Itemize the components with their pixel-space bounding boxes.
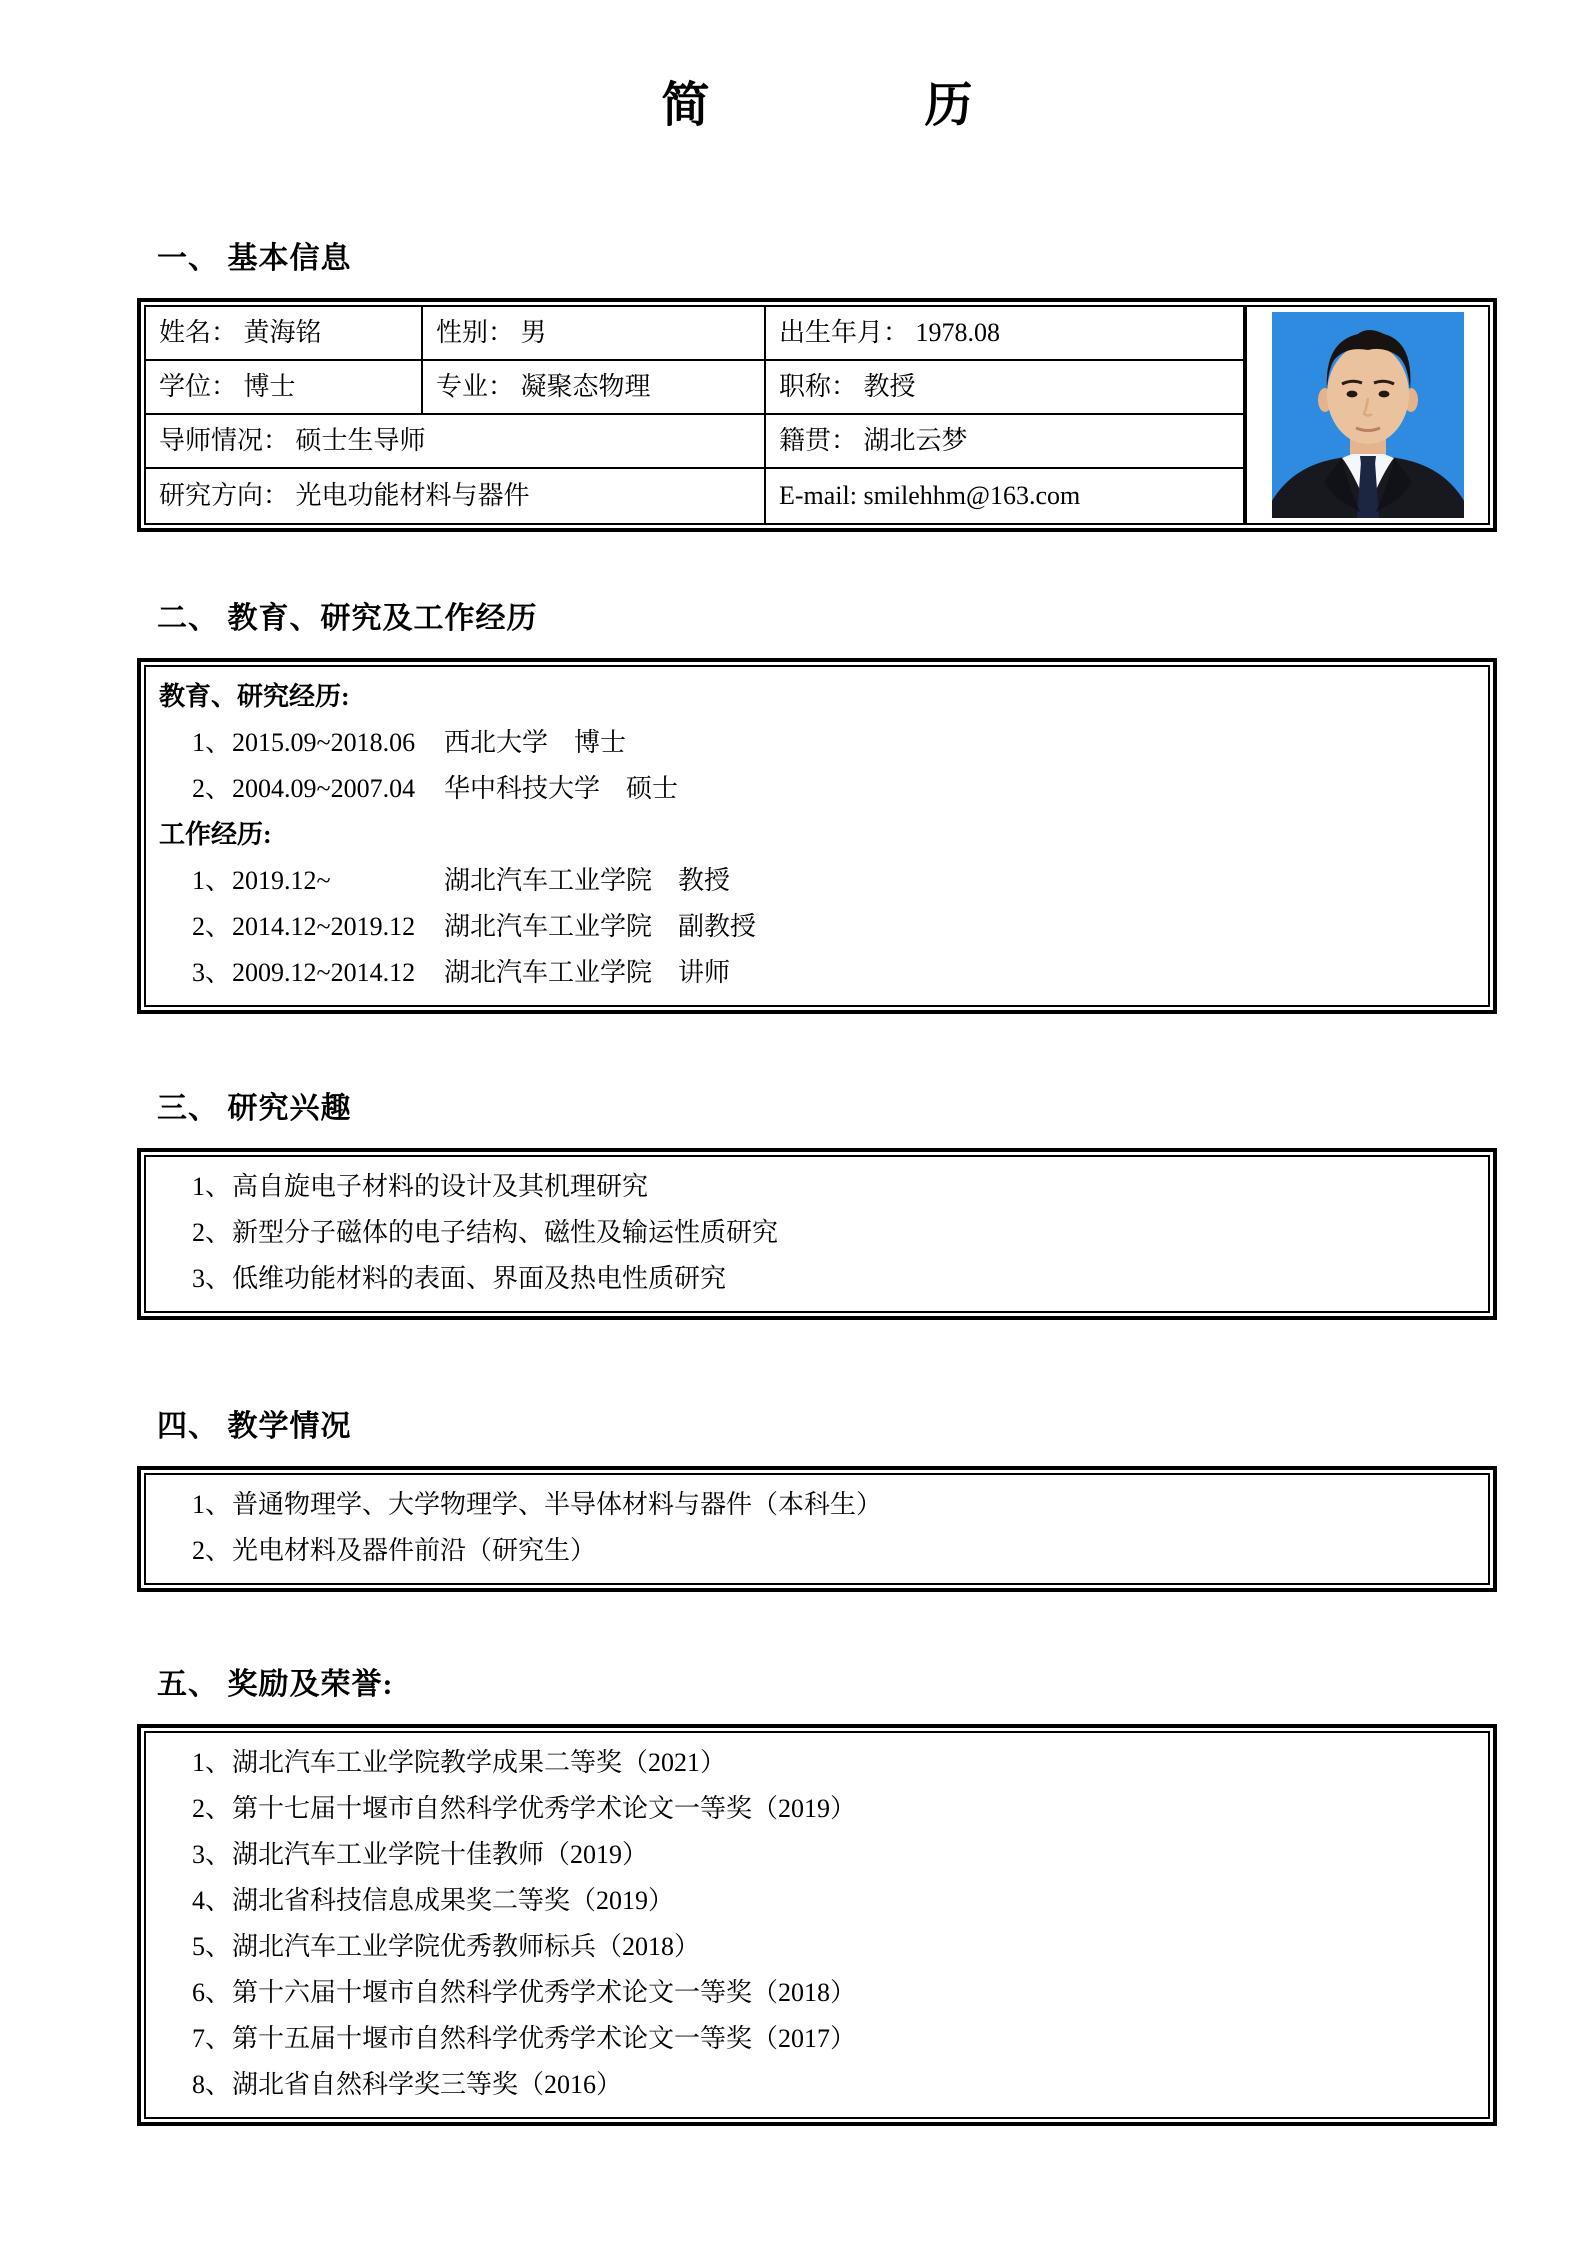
title-char-1: 简	[661, 79, 710, 132]
experience-box	[137, 658, 1497, 1014]
item-num: 4、	[192, 1886, 232, 1915]
item-num: 3、	[192, 1840, 232, 1869]
item-num: 1、	[192, 1172, 232, 1201]
item-text: 湖北省科技信息成果奖二等奖（2019）	[232, 1886, 675, 1915]
item-role: 教授	[678, 866, 731, 895]
item-num: 3、	[192, 1264, 232, 1293]
work-item	[159, 904, 1470, 950]
item-num: 2、	[192, 1536, 232, 1565]
item-role: 讲师	[678, 958, 731, 987]
education-item	[159, 720, 1470, 766]
work-list	[159, 858, 1470, 996]
id-photo	[1272, 312, 1464, 518]
cell-title: 职称： 教授	[766, 361, 1245, 415]
award-item	[159, 2062, 1470, 2108]
item-text: 普通物理学、大学物理学、半导体材料与器件（本科生）	[232, 1490, 883, 1519]
item-org: 湖北汽车工业学院	[444, 912, 653, 941]
cell-major: 专业： 凝聚态物理	[423, 361, 766, 415]
photo-cell	[1245, 307, 1488, 523]
teaching-item	[159, 1528, 1470, 1574]
item-num: 1、	[192, 1490, 232, 1519]
item-text: 湖北省自然科学奖三等奖（2016）	[232, 2070, 623, 2099]
interest-item	[159, 1164, 1470, 1210]
item-text: 高自旋电子材料的设计及其机理研究	[232, 1172, 649, 1201]
item-text: 第十五届十堰市自然科学优秀学术论文一等奖（2017）	[232, 2024, 857, 2053]
section-heading-experience: 二、 教育、研究及工作经历	[157, 602, 538, 635]
document-title	[137, 79, 1497, 132]
item-period: 2009.12~2014.12	[232, 958, 416, 987]
section-heading-awards: 五、 奖励及荣誉:	[157, 1668, 394, 1701]
award-item	[159, 1740, 1470, 1786]
item-period: 2004.09~2007.04	[232, 774, 416, 803]
cell-email: E-mail: smilehhm@163.com	[766, 469, 1245, 523]
section-heading-basic-info: 一、 基本信息	[157, 242, 352, 275]
education-item	[159, 766, 1470, 812]
interests-list	[159, 1164, 1470, 1302]
item-org: 湖北汽车工业学院	[444, 866, 653, 895]
item-degree: 硕士	[626, 774, 679, 803]
item-num: 8、	[192, 2070, 232, 2099]
item-org: 湖北汽车工业学院	[444, 958, 653, 987]
cell-research-direction: 研究方向： 光电功能材料与器件	[146, 469, 766, 523]
item-text: 湖北汽车工业学院优秀教师标兵（2018）	[232, 1932, 701, 1961]
item-num: 2、	[192, 774, 232, 803]
item-num: 5、	[192, 1932, 232, 1961]
basic-info-table	[137, 298, 1497, 532]
title-char-2: 历	[924, 79, 973, 132]
teaching-box	[137, 1466, 1497, 1592]
item-text: 湖北汽车工业学院十佳教师（2019）	[232, 1840, 649, 1869]
item-text: 光电材料及器件前沿（研究生）	[232, 1536, 597, 1565]
awards-list	[159, 1740, 1470, 2108]
interest-item	[159, 1256, 1470, 1302]
award-item	[159, 1924, 1470, 1970]
item-text: 第十七届十堰市自然科学优秀学术论文一等奖（2019）	[232, 1794, 857, 1823]
item-org: 华中科技大学	[444, 774, 601, 803]
item-num: 1、	[192, 728, 232, 757]
item-period: 2019.12~	[232, 866, 331, 895]
cell-hometown: 籍贯： 湖北云梦	[766, 415, 1245, 469]
teaching-item	[159, 1482, 1470, 1528]
item-num: 1、	[192, 866, 232, 895]
interest-item	[159, 1210, 1470, 1256]
item-text: 新型分子磁体的电子结构、磁性及输运性质研究	[232, 1218, 779, 1247]
work-label: 工作经历:	[159, 820, 272, 849]
interests-box	[137, 1148, 1497, 1320]
cell-supervisor: 导师情况： 硕士生导师	[146, 415, 766, 469]
teaching-list	[159, 1482, 1470, 1574]
item-period: 2015.09~2018.06	[232, 728, 416, 757]
cell-birth: 出生年月： 1978.08	[766, 307, 1245, 361]
work-item	[159, 950, 1470, 996]
section-heading-teaching: 四、 教学情况	[157, 1410, 352, 1443]
item-period: 2014.12~2019.12	[232, 912, 416, 941]
education-label: 教育、研究经历:	[159, 682, 350, 711]
item-num: 2、	[192, 1218, 232, 1247]
cell-name: 姓名： 黄海铭	[146, 307, 423, 361]
item-num: 7、	[192, 2024, 232, 2053]
cell-degree: 学位： 博士	[146, 361, 423, 415]
cell-gender: 性别： 男	[423, 307, 766, 361]
item-num: 2、	[192, 912, 232, 941]
award-item	[159, 1832, 1470, 1878]
award-item	[159, 2016, 1470, 2062]
item-text: 第十六届十堰市自然科学优秀学术论文一等奖（2018）	[232, 1978, 857, 2007]
award-item	[159, 1878, 1470, 1924]
section-heading-interests: 三、 研究兴趣	[157, 1092, 352, 1125]
item-num: 2、	[192, 1794, 232, 1823]
item-num: 1、	[192, 1748, 232, 1777]
award-item	[159, 1786, 1470, 1832]
awards-box	[137, 1724, 1497, 2126]
item-org: 西北大学	[444, 728, 549, 757]
item-text: 湖北汽车工业学院教学成果二等奖（2021）	[232, 1748, 727, 1777]
item-num: 6、	[192, 1978, 232, 2007]
work-item	[159, 858, 1470, 904]
item-text: 低维功能材料的表面、界面及热电性质研究	[232, 1264, 727, 1293]
item-degree: 博士	[574, 728, 627, 757]
item-num: 3、	[192, 958, 232, 987]
item-role: 副教授	[678, 912, 757, 941]
education-list	[159, 720, 1470, 812]
award-item	[159, 1970, 1470, 2016]
